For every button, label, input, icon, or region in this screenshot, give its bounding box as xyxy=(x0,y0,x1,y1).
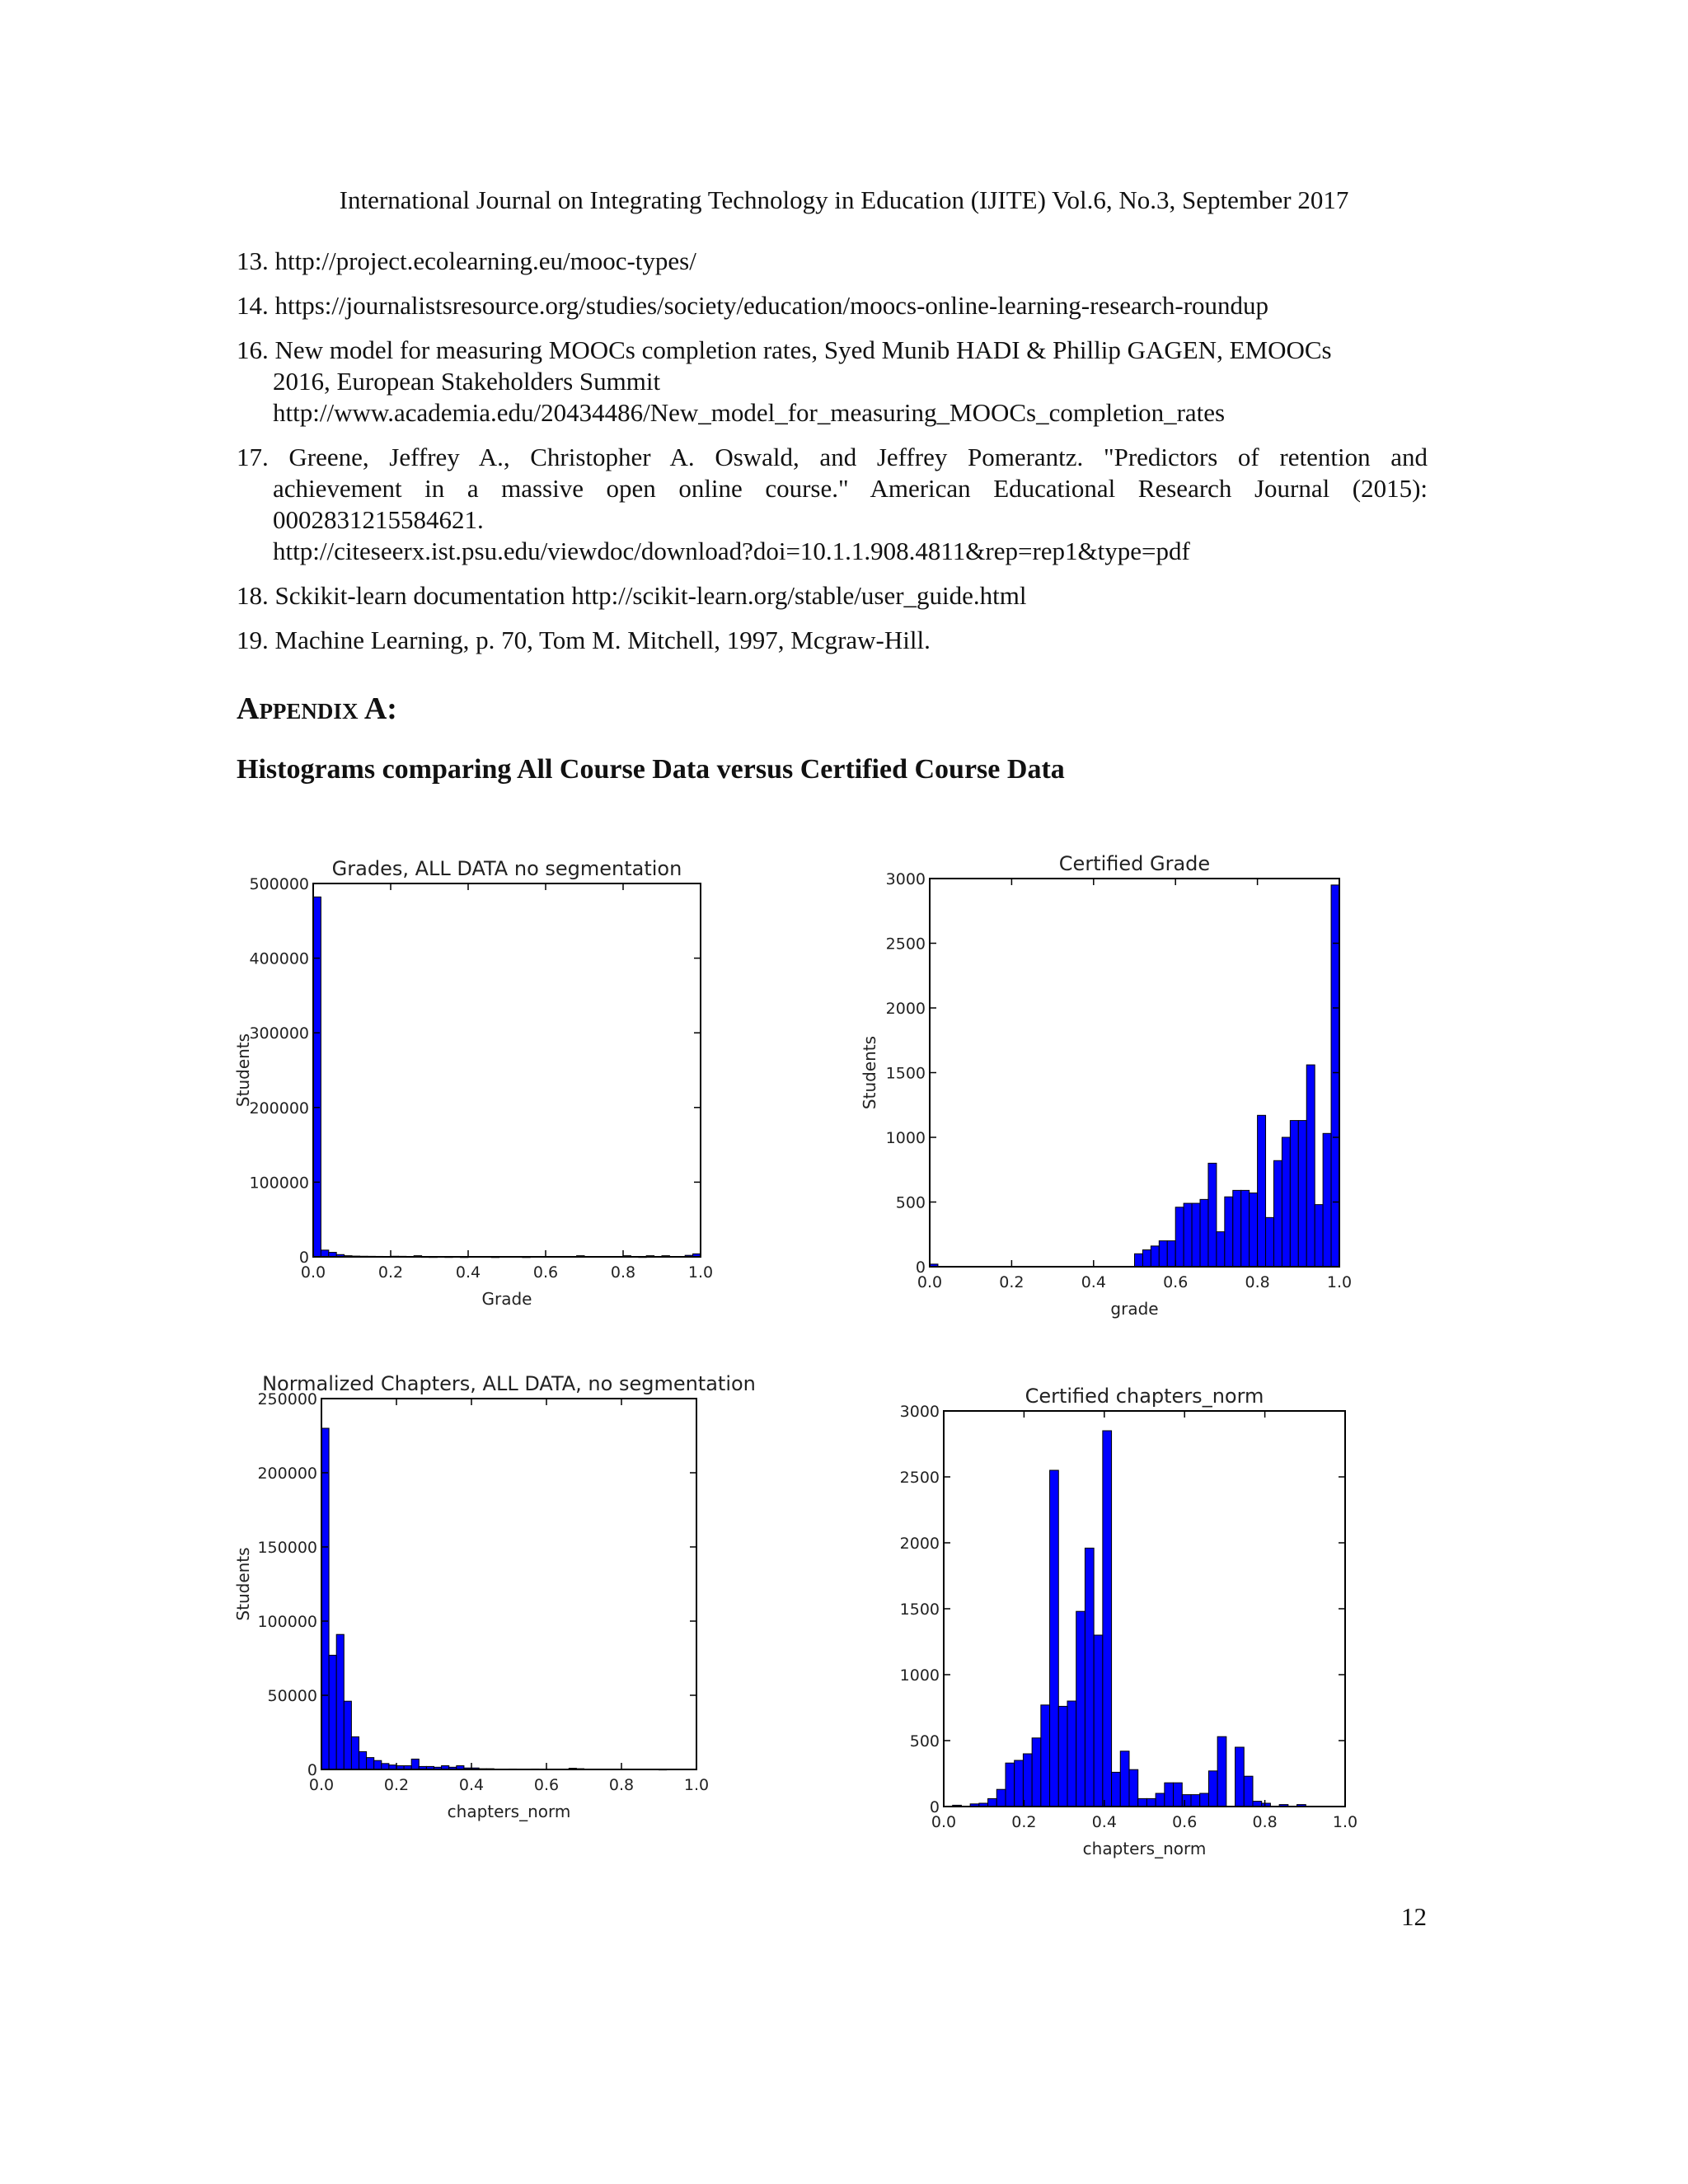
reference-line: 17. Greene, Jeffrey A., Christopher A. Oswald, and Jeffrey Pomerantz. "Predictors of retention and xyxy=(237,443,1428,471)
histogram-bar xyxy=(1282,1137,1290,1267)
histogram-bar xyxy=(1244,1776,1253,1807)
histogram-bar xyxy=(1094,1635,1103,1807)
histogram-grades-all-data xyxy=(231,849,808,1347)
x-tick-label: 0.8 xyxy=(1252,1813,1278,1831)
y-tick-label: 2500 xyxy=(885,935,926,954)
x-tick-label: 0.4 xyxy=(1081,1273,1106,1291)
histogram-bar xyxy=(367,1758,374,1769)
reference-line: 0002831215584621. xyxy=(273,505,484,534)
histogram-bar xyxy=(1050,1470,1059,1807)
x-axis-label: Grade xyxy=(481,1289,532,1309)
chart-title: Grades, ALL DATA no segmentation xyxy=(331,857,682,880)
histogram-bar xyxy=(1167,1241,1175,1267)
y-tick-label: 400000 xyxy=(249,949,309,968)
x-axis-label: chapters_norm xyxy=(1082,1839,1207,1858)
x-axis-label: chapters_norm xyxy=(447,1802,571,1821)
x-tick-label: 1.0 xyxy=(683,1776,710,1794)
histogram-bar xyxy=(1208,1771,1217,1807)
histogram-bar xyxy=(1175,1207,1184,1267)
y-tick-label: 100000 xyxy=(257,1613,317,1631)
histogram-bar xyxy=(1151,1246,1159,1267)
histogram-bar xyxy=(359,1751,367,1769)
histogram-bar xyxy=(1273,1160,1282,1267)
reference-line: achievement in a massive open online course." American Educational Research Journal (2015): xyxy=(273,474,1428,503)
plot-frame xyxy=(321,1399,696,1769)
histogram-bar xyxy=(1135,1254,1143,1267)
x-tick-label: 0.6 xyxy=(532,1263,559,1282)
histogram-bar xyxy=(1015,1760,1024,1807)
histogram-bar xyxy=(1236,1747,1245,1807)
histogram-bar xyxy=(1241,1190,1250,1267)
y-tick-label: 3000 xyxy=(899,1403,940,1421)
histogram-bar xyxy=(1085,1548,1094,1807)
x-tick-label: 0.6 xyxy=(1172,1813,1198,1831)
histogram-bar xyxy=(1192,1203,1200,1267)
y-axis-label: Students xyxy=(233,1033,253,1108)
chart-title: Normalized Chapters, ALL DATA, no segmentation xyxy=(262,1372,756,1395)
reference-item xyxy=(237,625,1428,656)
histogram-bar xyxy=(1225,1197,1233,1267)
histogram-bar xyxy=(1298,1121,1306,1267)
y-tick-label: 2500 xyxy=(899,1469,940,1487)
x-tick-label: 0.0 xyxy=(931,1813,957,1831)
reference-item xyxy=(237,442,1428,567)
histogram-bar xyxy=(1258,1115,1266,1267)
histogram-bar xyxy=(1191,1795,1200,1807)
histogram-bar xyxy=(1156,1793,1165,1807)
y-tick-label: 100000 xyxy=(249,1174,309,1193)
x-tick-label: 0.2 xyxy=(1011,1813,1037,1831)
histogram-bar xyxy=(1208,1163,1217,1267)
y-tick-label: 1500 xyxy=(885,1064,926,1083)
y-axis-label: Students xyxy=(860,1035,879,1110)
histogram-bar xyxy=(1200,1793,1209,1807)
histogram-bar xyxy=(1233,1190,1241,1267)
histogram-bar xyxy=(1182,1795,1191,1807)
reference-item xyxy=(237,246,1428,277)
y-axis-label: Students xyxy=(233,1547,253,1621)
y-tick-label: 2000 xyxy=(885,1000,926,1018)
x-tick-label: 1.0 xyxy=(687,1263,714,1282)
histogram-bar xyxy=(1290,1121,1298,1267)
x-tick-label: 0.6 xyxy=(533,1776,560,1794)
page-number: 12 xyxy=(1401,1902,1427,1931)
x-tick-label: 0.4 xyxy=(458,1776,485,1794)
x-tick-label: 0.2 xyxy=(383,1776,410,1794)
histogram-bar xyxy=(1076,1611,1085,1807)
histogram-bar xyxy=(1323,1133,1331,1267)
histogram-certified-grade xyxy=(857,841,1434,1368)
histogram-bar xyxy=(329,1655,336,1769)
reference-item xyxy=(237,335,1428,429)
y-tick-label: 200000 xyxy=(257,1465,317,1483)
histogram-bar xyxy=(1023,1754,1032,1807)
plot-frame xyxy=(944,1411,1345,1807)
histogram-bar xyxy=(1138,1798,1147,1807)
histogram-bar xyxy=(1159,1241,1167,1267)
histogram-bar xyxy=(1120,1751,1129,1807)
reference-item xyxy=(237,290,1428,321)
histogram-bar xyxy=(344,1701,351,1769)
histogram-bar xyxy=(1112,1772,1121,1807)
y-tick-label: 0 xyxy=(298,1249,309,1267)
histogram-bar xyxy=(411,1759,419,1769)
histogram-bar xyxy=(1217,1736,1226,1807)
running-header: International Journal on Integrating Technology in Education (IJITE) Vol.6, No.3, September 2017 xyxy=(339,185,1349,214)
y-tick-label: 500000 xyxy=(249,875,309,893)
plot-frame xyxy=(313,883,701,1257)
x-tick-label: 1.0 xyxy=(1332,1813,1358,1831)
y-tick-label: 0 xyxy=(915,1258,926,1277)
x-tick-label: 0.0 xyxy=(300,1263,326,1282)
x-tick-label: 0.4 xyxy=(455,1263,481,1282)
y-tick-label: 150000 xyxy=(257,1539,317,1557)
histogram-bar xyxy=(1200,1199,1208,1267)
x-tick-label: 0.0 xyxy=(308,1776,335,1794)
reference-line: http://www.academia.edu/20434486/New_model_for_measuring_MOOCs_completion_rates xyxy=(273,398,1226,427)
x-tick-label: 1.0 xyxy=(1326,1273,1353,1291)
y-tick-label: 0 xyxy=(929,1798,940,1816)
appendix-heading: Appendix A: xyxy=(237,691,397,726)
histogram-bar xyxy=(321,1428,329,1769)
histogram-certified-chapters-norm xyxy=(874,1376,1434,1871)
x-tick-label: 0.0 xyxy=(917,1273,943,1291)
histogram-bar xyxy=(1142,1250,1151,1267)
histogram-bar xyxy=(1067,1701,1076,1807)
y-tick-label: 250000 xyxy=(257,1390,317,1408)
histogram-bar xyxy=(1184,1203,1192,1267)
y-tick-label: 500 xyxy=(909,1732,940,1750)
histogram-normalized-chapters-all-data xyxy=(231,1368,808,1863)
histogram-bar xyxy=(1306,1065,1315,1267)
reference-line: 13. http://project.ecolearning.eu/mooc-types/ xyxy=(237,246,696,275)
histogram-bar xyxy=(996,1789,1006,1807)
histogram-bar xyxy=(1103,1431,1112,1807)
histogram-bar xyxy=(1315,1205,1323,1267)
x-tick-label: 0.8 xyxy=(610,1263,636,1282)
y-tick-label: 1000 xyxy=(885,1129,926,1147)
histogram-bar xyxy=(1058,1706,1067,1807)
histogram-bar xyxy=(336,1634,344,1769)
x-tick-label: 0.2 xyxy=(999,1273,1025,1291)
histogram-bar xyxy=(1165,1783,1174,1807)
x-tick-label: 0.8 xyxy=(608,1776,635,1794)
y-tick-label: 2000 xyxy=(899,1535,940,1553)
histogram-bar xyxy=(1331,885,1339,1267)
histogram-bar xyxy=(351,1736,359,1769)
histogram-bar xyxy=(321,1250,328,1257)
reference-line: 16. New model for measuring MOOCs completion rates, Syed Munib HADI & Phillip GAGEN, EMOOCs xyxy=(237,335,1332,364)
histogram-bar xyxy=(1129,1769,1138,1807)
histogram-bar xyxy=(313,897,321,1257)
y-tick-label: 1000 xyxy=(899,1666,940,1685)
y-tick-label: 500 xyxy=(895,1193,926,1212)
histogram-bar xyxy=(1250,1193,1258,1267)
reference-line: 2016, European Stakeholders Summit xyxy=(273,367,661,396)
reference-line: http://citeseerx.ist.psu.edu/viewdoc/download?doi=10.1.1.908.4811&rep=rep1&type=pdf xyxy=(273,537,1190,565)
histogram-bar xyxy=(1006,1763,1015,1807)
histogram-bar xyxy=(1041,1705,1050,1807)
reference-item xyxy=(237,580,1428,612)
y-tick-label: 3000 xyxy=(885,870,926,888)
x-tick-label: 0.2 xyxy=(377,1263,404,1282)
reference-line: 19. Machine Learning, p. 70, Tom M. Mitchell, 1997, Mcgraw-Hill. xyxy=(237,626,931,654)
histogram-bar xyxy=(1266,1217,1274,1267)
y-tick-label: 0 xyxy=(307,1761,317,1779)
chart-title: Certified chapters_norm xyxy=(1025,1385,1264,1408)
y-tick-label: 50000 xyxy=(267,1687,317,1705)
x-tick-label: 0.4 xyxy=(1091,1813,1117,1831)
chart-title: Certified Grade xyxy=(1058,852,1211,875)
x-tick-label: 0.8 xyxy=(1245,1273,1270,1291)
histogram-bar xyxy=(988,1798,997,1807)
y-tick-label: 300000 xyxy=(249,1024,309,1043)
appendix-subtitle: Histograms comparing All Course Data versus Certified Course Data xyxy=(237,754,1065,785)
histogram-bar xyxy=(1032,1738,1041,1807)
y-tick-label: 1500 xyxy=(899,1601,940,1619)
reference-line: 14. https://journalistsresource.org/studies/society/education/moocs-online-learning-research-roundup xyxy=(237,291,1269,320)
reference-line: 18. Sckikit-learn documentation http://scikit-learn.org/stable/user_guide.html xyxy=(237,581,1027,610)
histogram-bar xyxy=(374,1760,382,1769)
histogram-bar xyxy=(1174,1783,1183,1807)
x-axis-label: grade xyxy=(1110,1299,1159,1319)
x-tick-label: 0.6 xyxy=(1163,1273,1189,1291)
histogram-bar xyxy=(382,1764,389,1769)
histogram-bar xyxy=(1217,1232,1225,1267)
reference-list xyxy=(237,246,1428,669)
y-tick-label: 200000 xyxy=(249,1099,309,1118)
histogram-bar xyxy=(1146,1798,1156,1807)
